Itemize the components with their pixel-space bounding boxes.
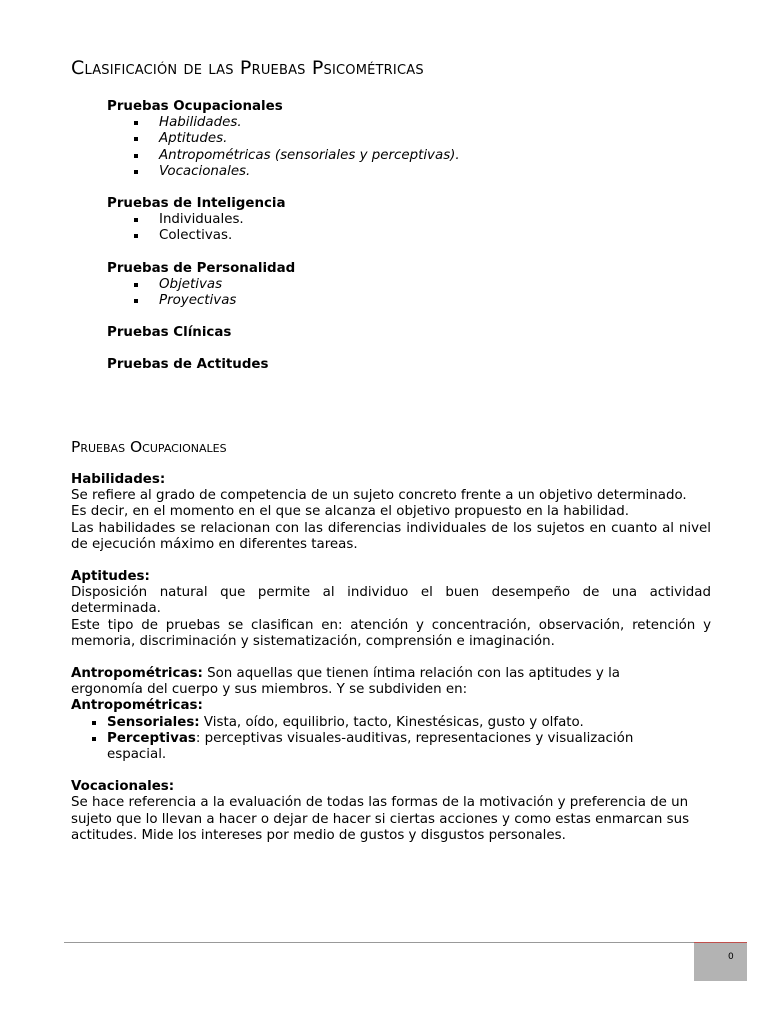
habilidades-paragraph-3: Las habilidades se relacionan con las diferencias individuales de los sujetos en cuanto al nivel de ejecución máximo en diferentes tareas.	[71, 520, 711, 552]
vocacionales-heading: Vocacionales:	[71, 779, 175, 795]
item-label: Sensoriales:	[107, 714, 200, 730]
page-number-box	[694, 942, 747, 981]
vocacionales-section	[71, 779, 711, 844]
footer-rule	[64, 942, 747, 943]
outline-group-clinicas	[107, 325, 667, 341]
vocacionales-paragraph: Se hace referencia a la evaluación de todas las formas de la motivación y preferencia de un sujeto que lo llevan a hacer o dejar de hacer si ciertas acciones y como estas enmarcan sus actitudes. Mide los intereses por medio de gustos y disgustos personales.	[71, 795, 690, 843]
outline-group-personalidad	[107, 261, 667, 310]
item-label: Perceptivas	[107, 730, 196, 746]
antropometricas-list	[71, 715, 711, 764]
outline-list	[107, 212, 667, 244]
list-item: Individuales.	[131, 212, 667, 228]
habilidades-paragraph-2: Es decir, en el momento en el que se alcanza el objetivo propuesto en la habilidad.	[71, 504, 630, 520]
outline-list	[107, 115, 667, 180]
outline-group-title: Pruebas Clínicas	[107, 325, 232, 341]
outline-group-inteligencia	[107, 196, 667, 245]
aptitudes-heading: Aptitudes:	[71, 569, 150, 585]
outline-list	[107, 277, 667, 309]
classification-outline	[107, 99, 667, 390]
list-item: Vocacionales.	[131, 164, 667, 180]
outline-group-actitudes	[107, 357, 667, 373]
list-item: Proyectivas	[131, 293, 667, 309]
page-number: 0	[728, 952, 734, 962]
list-item: Aptitudes.	[131, 131, 667, 147]
item-text: : perceptivas visuales-auditivas, representaciones y visualización espacial.	[107, 730, 634, 763]
antropometricas-heading: Antropométricas:	[71, 666, 203, 682]
list-item: Colectivas.	[131, 228, 667, 244]
list-item	[71, 715, 711, 731]
antropometricas-text: Son aquellas que tienen íntima relación con las aptitudes y la ergonomía del cuerpo y sus miembros. Y se subdividen en:	[71, 666, 621, 698]
antropometricas-intro	[71, 666, 711, 698]
list-item: Objetivas	[131, 277, 667, 293]
section-title: Pruebas Ocupacionales	[71, 438, 227, 456]
habilidades-heading: Habilidades:	[71, 472, 166, 487]
habilidades-paragraph-1: Se refiere al grado de competencia de un sujeto concreto frente a un objetivo determinado.	[71, 488, 687, 504]
aptitudes-section	[71, 569, 711, 650]
antropometricas-section	[71, 666, 711, 763]
list-item	[71, 731, 711, 763]
list-item: Antropométricas (sensoriales y perceptivas).	[131, 148, 667, 164]
outline-group-title: Pruebas de Personalidad	[107, 260, 296, 276]
habilidades-section	[71, 472, 711, 553]
item-text: Vista, oído, equilibrio, tacto, Kinestésicas, gusto y olfato.	[199, 714, 584, 730]
list-item: Habilidades.	[131, 115, 667, 131]
outline-group-title: Pruebas de Actitudes	[107, 357, 269, 373]
aptitudes-paragraph-2: Este tipo de pruebas se clasifican en: atención y concentración, observación, retención y memoria, discriminación y sistematización, comprensión e imaginación.	[71, 617, 711, 649]
outline-group-title: Pruebas de Inteligencia	[107, 196, 286, 212]
outline-group-ocupacionales	[107, 99, 667, 180]
document-title: Clasificación de las Pruebas Psicométricas	[71, 57, 424, 79]
section-body	[71, 472, 711, 860]
aptitudes-paragraph-1: Disposición natural que permite al individuo el buen desempeño de una actividad determinada.	[71, 585, 711, 617]
outline-group-title: Pruebas Ocupacionales	[107, 99, 283, 114]
antropometricas-subheading: Antropométricas:	[71, 698, 203, 714]
